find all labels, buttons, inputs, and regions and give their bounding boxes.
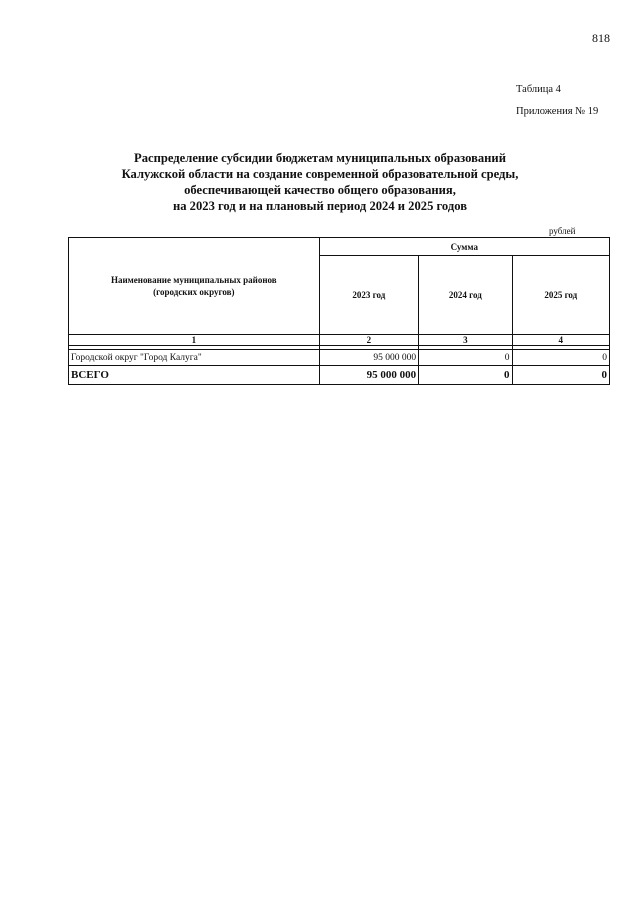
header-municipality [69,238,320,335]
header-sum: Сумма [319,238,609,256]
appendix-label: Приложения № 19 [516,106,599,117]
units-label: рублей [549,226,576,236]
column-number: 2 [319,335,418,346]
title-line: на 2023 год и на плановый период 2024 и 2025 годов [172,199,468,213]
table-label: Таблица 4 [516,84,561,95]
header-year-2025: 2025 год [512,256,609,335]
row-value-2024: 0 [419,350,512,366]
header-year-2023: 2023 год [319,256,418,335]
header-municipality-line1: Наименование муниципальных районов [110,275,277,285]
total-value-2023: 95 000 000 [319,366,418,385]
row-value-2023: 95 000 000 [319,350,418,366]
header-municipality-line2: (городских округов) [153,287,235,297]
table-row [69,350,610,366]
row-municipality-name: Городской округ "Город Калуга" [69,350,320,366]
row-value-2025: 0 [512,350,609,366]
document-title [60,150,580,214]
total-label: ВСЕГО [69,366,320,385]
title-line: Калужской области на создание современной образовательной среды, [121,167,519,181]
total-value-2024: 0 [419,366,512,385]
title-line: обеспечивающей качество общего образования, [184,183,456,197]
column-number: 4 [512,335,609,346]
page-number: 818 [592,31,610,45]
column-number: 3 [419,335,512,346]
subsidy-table [68,237,610,385]
total-row [69,366,610,385]
title-line: Распределение субсидии бюджетам муниципальных образований [134,151,506,165]
column-number: 1 [69,335,320,346]
header-year-2024: 2024 год [419,256,512,335]
total-value-2025: 0 [512,366,609,385]
